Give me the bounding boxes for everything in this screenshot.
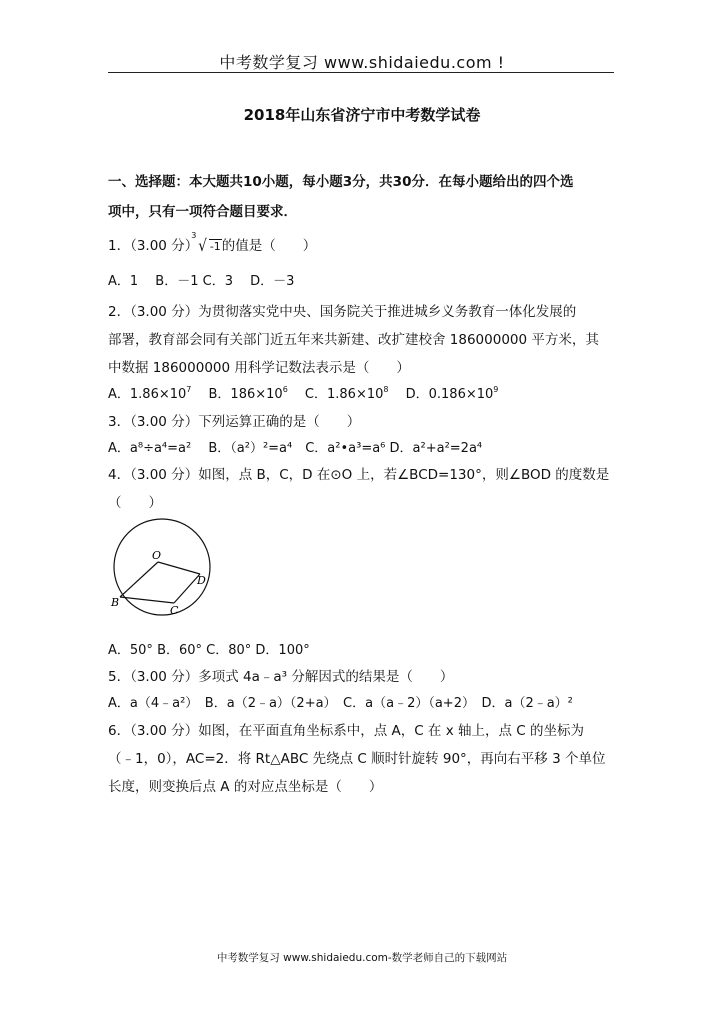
exam-title: 2018年山东省济宁市中考数学试卷 [243,106,481,124]
page-header: 中考数学复习 www.shidaiedu.com ! [219,53,505,72]
q4-line1: 4．（3.00 分）如图，点 B，C，D 在⊙O 上，若∠BCD=130°，则∠BOD 的度数是 [108,467,610,483]
root-index: 3 [191,231,197,240]
q3-line1: 3．（3.00 分）下列运算正确的是（ ） [108,414,361,430]
q2-line3: 中数据 186000000 用科学记数法表示是（ ） [108,360,410,376]
q1-prefix: 1．（3.00 分） [108,238,199,254]
q2-options [108,383,498,402]
q6-line2: （﹣1，0），AC=2．将 Rt△ABC 先绕点 C 顺时针旋转 90°，再向右平移 3 个单位 [108,751,606,767]
page-footer: 中考数学复习 www.shidaiedu.com-数学老师自己的下载网站 [216,952,508,964]
q1-options: A．1 B．－1 C．3 D．－3 [108,274,295,289]
segment-od [158,562,200,574]
header-rule [108,72,614,73]
cube-root-expression: 3 √ -1 [191,231,221,256]
label-c: C [170,604,179,617]
q2-option-a: A．$1.86\times 10^7$ [108,385,192,402]
segment-ob [120,562,158,597]
q5-options: A．a（4﹣a²） B．a（2﹣a）（2+a） C．a（a﹣2）（a+2） D．a（2﹣a）² [108,696,573,711]
q2-option-b: B．$186\times 10^6$ [208,385,288,402]
q1-suffix: 的值是（ ） [221,238,317,254]
q6-line1: 6．（3.00 分）如图，在平面直角坐标系中，点 A，C 在 x 轴上，点 C 的坐标为 [108,723,585,739]
q2-line1: 2．（3.00 分）为贯彻落实党中央、国务院关于推进城乡义务教育一体化发展的 [108,304,577,320]
label-d: D [197,574,206,587]
section-heading-line1: 一、选择题：本大题共10小题，每小题3分，共30分．在每小题给出的四个选 [108,174,574,190]
section-heading-line2: 项中，只有一项符合题目要求． [108,204,297,220]
label-b: B [111,596,120,609]
radicand: -1 [209,240,221,253]
label-o: O [152,549,162,562]
q6-line3: 长度，则变换后点 A 的对应点坐标是（ ） [108,779,383,795]
q3-options: A．a⁸÷a⁴=a² B．（a²）²=a⁴ C．a²•a³=a⁶ D．a²+a²=2a⁴ [108,441,483,456]
q2-option-c: C．$1.86\times 10^8$ [304,385,389,402]
question-1 [108,231,317,256]
q2-line2: 部署，教育部会同有关部门近五年来共新建、改扩建校舍 186000000 平方米，其 [108,332,599,348]
segment-bc [120,597,174,603]
circle-figure [108,517,218,617]
circle-o [114,519,210,615]
q4-line2: （ ） [108,495,162,511]
q5-line1: 5．（3.00 分）多项式 4a﹣a³ 分解因式的结果是（ ） [108,669,454,685]
q2-option-d: D．$0.186\times 10^9$ [405,385,499,402]
q4-options: A．50° B．60° C．80° D．100° [108,643,310,658]
